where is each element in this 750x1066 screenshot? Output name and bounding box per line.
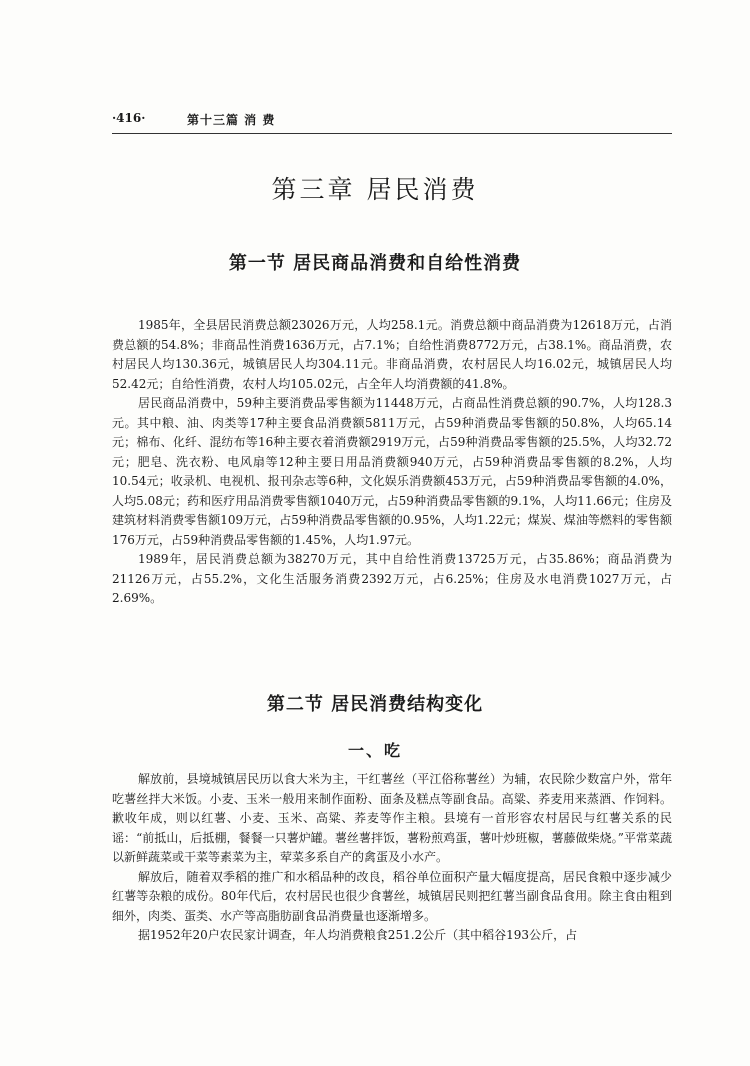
part-title: 第十三篇 消 费	[187, 113, 276, 127]
section-2-body	[112, 770, 672, 946]
subsection-title: 一、吃	[347, 741, 402, 760]
paragraph: 解放后，随着双季稻的推广和水稻品种的改良，稻谷单位面积产量大幅度提高，居民食粮中逐步减少红薯等杂粮的成份。80年代后，农村居民也很少食薯丝，城镇居民则把红薯当副食品食用。除主食由粗到细外，肉类、蛋类、水产等高脂肪副食品消费量也逐渐增多。	[112, 869, 672, 923]
paragraph: 解放前，县境城镇居民历以食大米为主，干红薯丝（平江俗称薯丝）为辅，农民除少数富户外，常年吃薯丝拌大米饭。小麦、玉米一般用来制作面粉、面条及糕点等副食品。高粱、荞麦用来蒸酒、作饲料。歉收年成，则以红薯、小麦、玉米、高粱、荞麦等作主粮。县境有一首形容农村居民与红薯关系的民谣：“前抵山，后抵棚，餐餐一只薯炉罐。薯丝薯拌饭，薯粉煎鸡蛋，薯叶炒班椒，薯藤做柴烧。”平常菜蔬以新鲜蔬菜或干菜等素菜为主，荤菜多系自产的禽蛋及小水产。	[112, 772, 672, 864]
page-number: ·416·	[112, 111, 146, 125]
paragraph: 居民商品消费中，59种主要消费品零售额为11448万元，占商品性消费总额的90.7%，人均128.3元。其中粮、油、肉类等17种主要食品消费额5811万元，占59种消费品零售额的50.8%，人均65.14元；棉布、化纤、混纺布等16种主要衣着消费额2919万元，占59种消费品零售额的25.5%，人均32.72元；肥皂、洗衣粉、电风扇等12种主要日用品消费额940万元，占59种消费品零售额的8.2%，人均10.54元；收录机、电视机、报刊杂志等6种，文化娱乐消费额453万元，占59种消费品零售额的4.0%，人均5.08元；药和医疗用品消费零售额1040万元，占59种消费品零售额的9.1%，人均11.66元；住房及建筑材料消费零售额109万元，占59种消费品零售额的0.95%，人均1.22元；煤炭、煤油等燃料的零售额176万元，占59种消费品零售额的1.45%，人均1.97元。	[112, 396, 672, 547]
section-title-1: 第一节 居民商品消费和自给性消费	[228, 253, 522, 274]
running-header	[112, 107, 672, 134]
section-1-body	[112, 316, 672, 609]
paragraph: 1985年，全县居民消费总额23026万元，人均258.1元。消费总额中商品消费为12618万元，占消费总额的54.8%；非商品性消费1636万元，占7.1%；自给性消费8772万元，占38.1%。商品消费，农村居民人均130.36元，城镇居民人均304.11元。非商品消费，农村居民人均16.02元，城镇居民人均52.42元；自给性消费，农村人均105.02元，占全年人均消费额的41.8%。	[112, 318, 672, 391]
paragraph: 1989年，居民消费总额为38270万元，其中自给性消费13725万元，占35.86%；商品消费为21126万元，占55.2%，文化生活服务消费2392万元，占6.25%；住房及水电消费1027万元，占2.69%。	[112, 552, 672, 605]
paragraph: 据1952年20户农民家计调查，年人均消费粮食251.2公斤（其中稻谷193公斤，占	[138, 928, 578, 942]
section-title-2: 第二节 居民消费结构变化	[266, 694, 484, 715]
chapter-title: 第三章 居民消费	[271, 175, 479, 204]
